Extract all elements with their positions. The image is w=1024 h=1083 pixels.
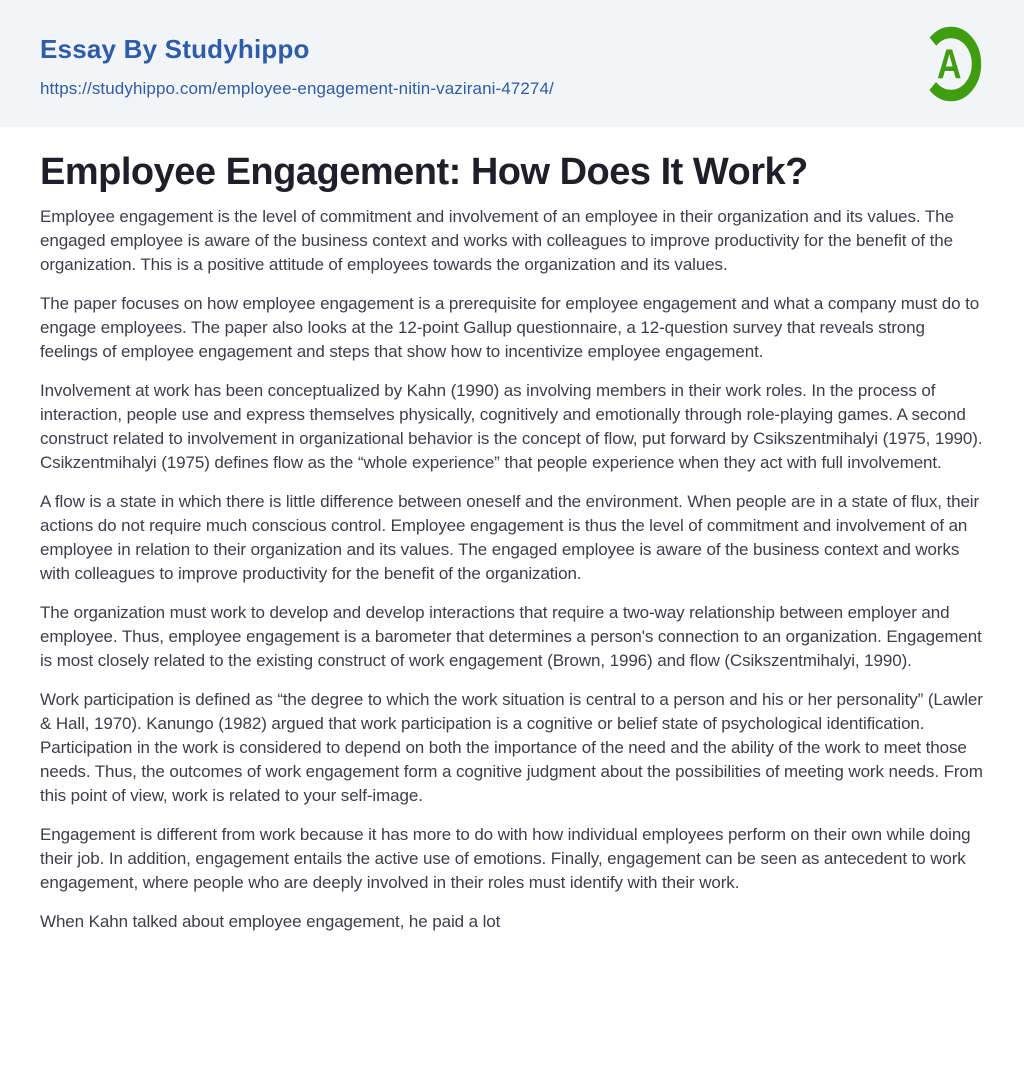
article: [0, 150, 1024, 934]
paragraph: Work participation is defined as “the degree to which the work situation is central to a person and his or her personality” (Lawler & Hall, 1970). Kanungo (1982) argued that work participation is a cognitive or belief state of psychological identification. Participation in the work is considered to depend on both the importance of the need and the ability of the work to meet those needs. Thus, the outcomes of work engagement form a cognitive judgment about the possibilities of meeting work needs. From this point of view, work is related to your self-image.: [40, 690, 983, 805]
paragraph: The organization must work to develop and develop interactions that require a two-way relationship between employer and employee. Thus, employee engagement is a barometer that determines a person's connection to an organization. Engagement is most closely related to the existing construct of work engagement (Brown, 1996) and flow (Csikszentmihalyi, 1990).: [40, 603, 982, 670]
paragraph: When Kahn talked about employee engagement, he paid a lot: [40, 912, 501, 931]
header-text-block: [40, 28, 554, 98]
logo-letter: A: [937, 40, 962, 89]
logo-arc-icon: [917, 22, 985, 106]
site-title: Essay By Studyhippo: [40, 34, 310, 65]
article-body: [40, 205, 984, 934]
paragraph: Employee engagement is the level of commitment and involvement of an employee in their organization and its values. The engaged employee is aware of the business context and works with colleagues to improve productivity for the benefit of the organization. This is a positive attitude of employees towards the organization and its values.: [40, 207, 954, 274]
site-header: [0, 0, 1024, 127]
paragraph: A flow is a state in which there is little difference between oneself and the environment. When people are in a state of flux, their actions do not require much conscious control. Employee engagement is thus the level of commitment and involvement of an employee in relation to their organization and its values. The engaged employee is aware of the business context and works with colleagues to improve productivity for the benefit of the organization.: [40, 492, 980, 583]
paragraph: The paper focuses on how employee engagement is a prerequisite for employee engagement and what a company must do to engage employees. The paper also looks at the 12-point Gallup questionnaire, a 12-question survey that reveals strong feelings of employee engagement and steps that show how to incentivize employee engagement.: [40, 294, 980, 361]
studyhippo-logo: [917, 22, 985, 106]
site-url-link[interactable]: https://studyhippo.com/employee-engagement-nitin-vazirani-47274/: [40, 78, 554, 98]
paragraph: Engagement is different from work because it has more to do with how individual employees perform on their own while doing their job. In addition, engagement entails the active use of emotions. Finally, engagement can be seen as antecedent to work engagement, where people who are deeply involved in their roles must identify with their work.: [40, 825, 971, 892]
paragraph: Involvement at work has been conceptualized by Kahn (1990) as involving members in their work roles. In the process of interaction, people use and express themselves physically, cognitively and emotionally through role-playing games. A second construct related to involvement in organizational behavior is the concept of flow, put forward by Csikszentmihalyi (1975, 1990). Csikzentmihalyi (1975) defines flow as the “whole experience” that people experience when they act with full involvement.: [40, 381, 983, 472]
article-title: Employee Engagement: How Does It Work?: [40, 151, 808, 193]
